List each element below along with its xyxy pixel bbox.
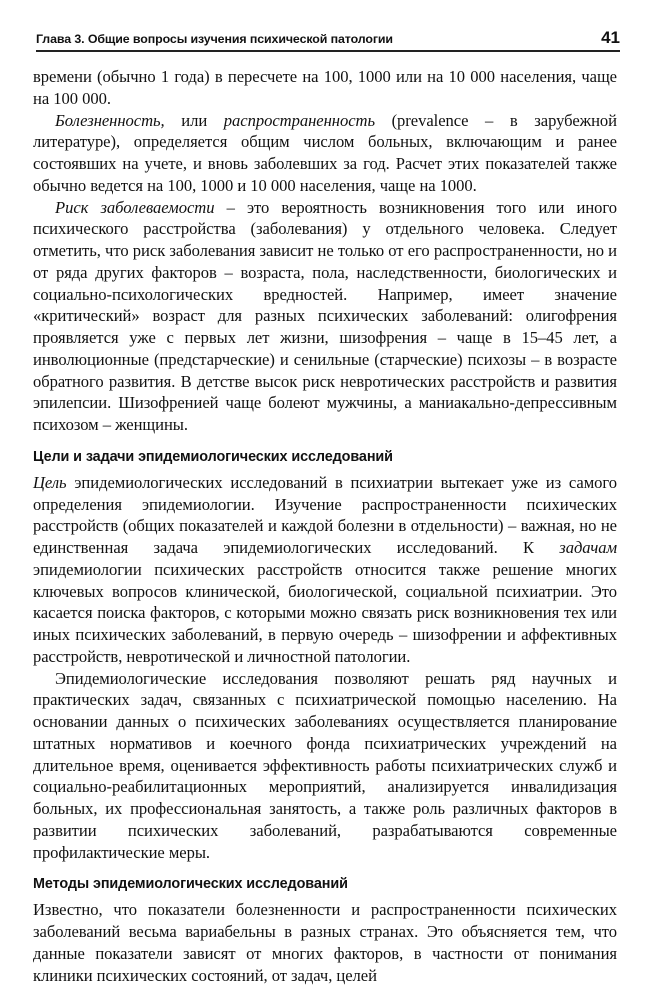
paragraph-applications: [33, 668, 617, 864]
page-number: 41: [601, 28, 620, 47]
paragraph-text: (prevalence – в зарубежной литературе), определяется общим числом больных, включающим и ранее состоявших на учете, и вновь заболевших за год. Расчет этих показателей также обычно ведется на 100, 1000 и 10 000 населения, чаще на 1000.: [33, 110, 617, 195]
paragraph-text: Известно, что показатели болезненности и распространенности психических заболеваний весьма вариабельны в разных странах. Это объясняется тем, что данные показатели зависят от многих факторов, в частности от понимания клиники психических состояний, от задач, целей: [33, 900, 617, 985]
paragraph-risk: [33, 197, 617, 436]
term-prevalence: Болезненность,: [55, 110, 165, 130]
running-title: Глава 3. Общие вопросы изучения психической патологии: [36, 32, 393, 46]
paragraph-text: времени (обычно 1 года) в пересчете на 100, 1000 или на 10 000 населения, чаще на 100 000.: [33, 67, 617, 108]
paragraph-continuation: [33, 66, 617, 110]
connector-text: или: [164, 110, 224, 130]
term-tasks: задачам: [559, 538, 617, 557]
term-risk: Риск заболеваемости: [55, 197, 215, 217]
paragraph-text: эпидемиологии психических расстройств относится также решение многих ключевых вопросов клинической, биологической, социальной психиатрии. Это касается поиска факторов, с которыми можно связать риск возникновения тех или иных психических заболеваний, в первую очередь – шизофрении и аффективных расстройств, невротической и личностной патологии.: [33, 559, 617, 666]
paragraph-methods: [33, 899, 617, 986]
paragraph-prevalence: [33, 110, 617, 197]
term-goal: Цель: [33, 472, 67, 492]
running-header: [36, 26, 620, 52]
paragraph-text: эпидемиологических исследований в психиатрии вытекает уже из самого определения эпидемиологии. Изучение распространенности психических расстройств (общих показателей и каждой болезни в отдельности) – важная, но не единственная задача эпидемиологических исследований. К: [33, 472, 617, 557]
section-heading-goals: Цели и задачи эпидемиологических исследований: [33, 448, 393, 465]
paragraph-text: – это вероятность возникновения того или иного психического расстройства (заболевания) у отдельного человека. Следует отметить, что риск заболевания зависит не только от его распространенности, но и от ряда других факторов – возраста, пола, наследственности, биологических и социально-психологических вредностей. Например, имеет значение «критический» возраст для разных психических заболеваний: олигофрения проявляется уже с первых лет жизни, шизофрения – чаще в 15–45 лет, а инволюционные (предстарческие) и сенильные (старческие) психозы – в возрасте обратного развития. В детстве высок риск невротических расстройств и развития эпилепсии. Шизофренией чаще болеют мужчины, а маниакально-депрессивным психозом – женщины.: [33, 197, 617, 434]
paragraph-text: Эпидемиологические исследования позволяют решать ряд научных и практических задач, связанных с психиатрической помощью населению. На основании данных о психических заболеваниях осуществляется планирование штатных нормативов и коечного фонда психиатрических учреждений на длительное время, оценивается эффективность работы психиатрических служб и социально-реабилитационных мероприятий, анализируется инвалидизация больных, их профессиональная занятость, а также роль различных факторов в развитии психических заболеваний, разрабатываются современные профилактические меры.: [33, 668, 617, 862]
body-text: [33, 66, 617, 986]
paragraph-goals: [33, 472, 617, 668]
section-heading-methods: Методы эпидемиологических исследований: [33, 876, 348, 893]
term-distribution: распространенность: [223, 110, 375, 130]
